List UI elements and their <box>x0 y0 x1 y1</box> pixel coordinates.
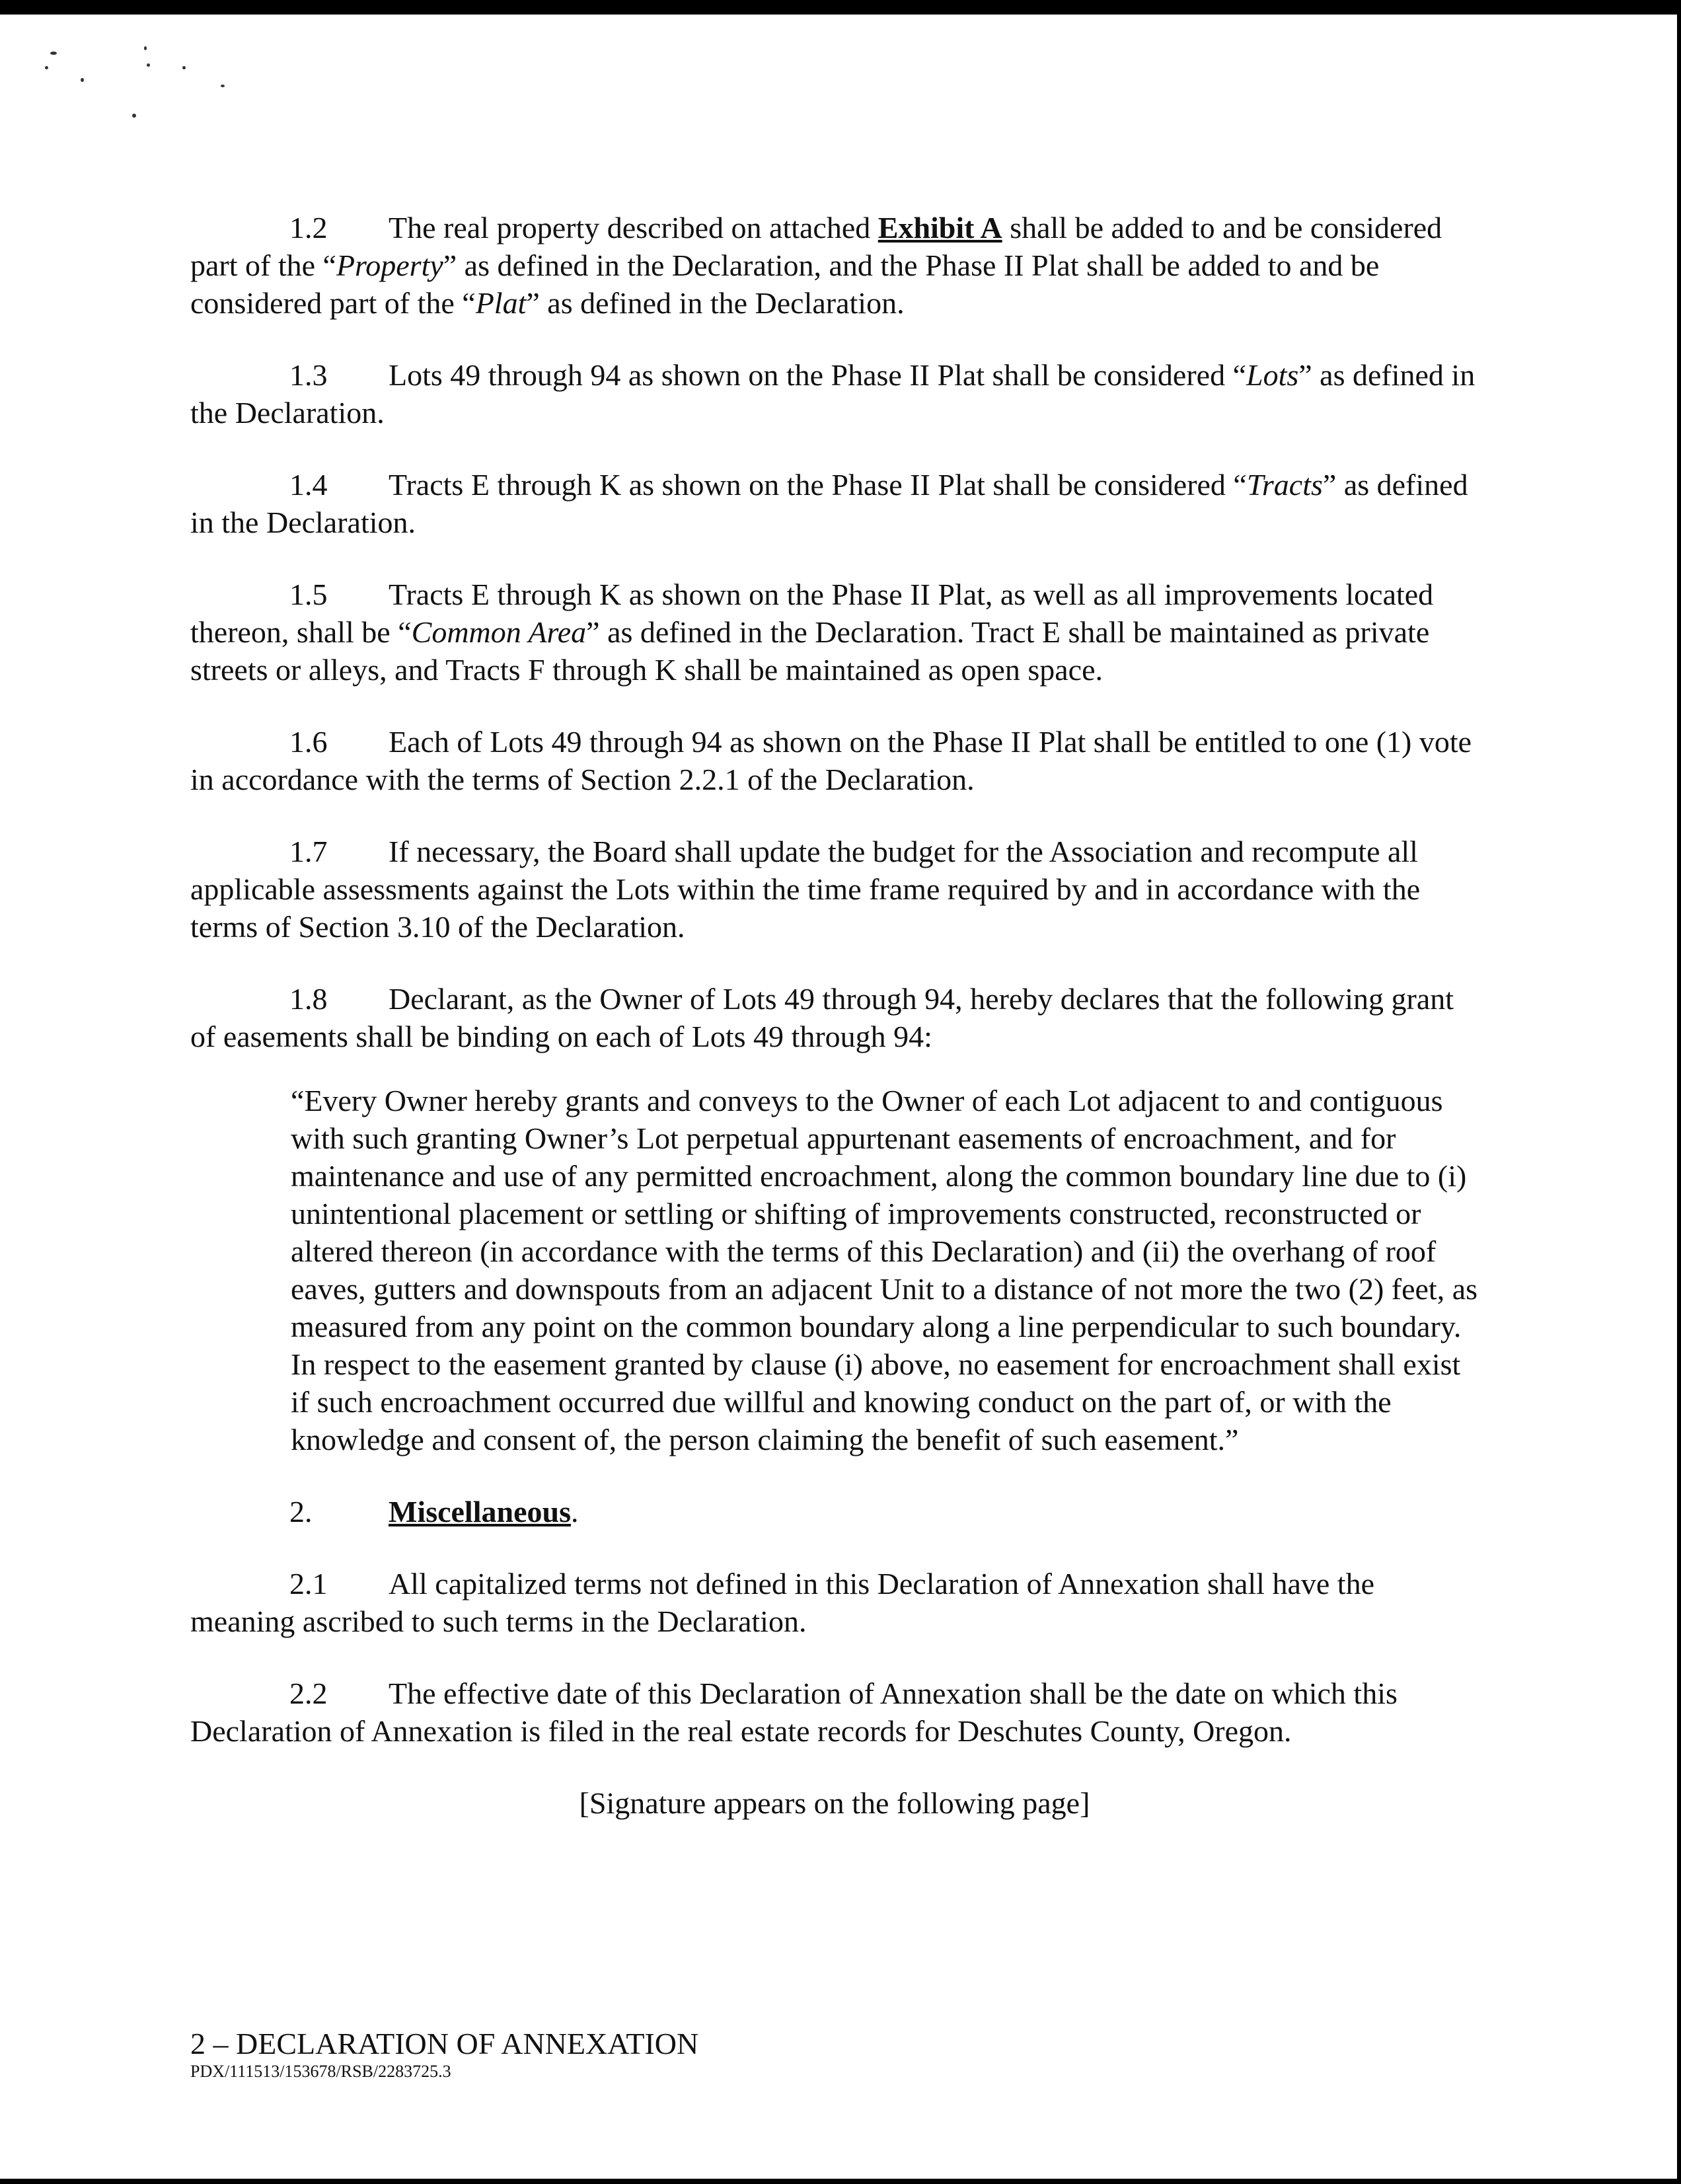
defined-term: Tracts <box>1246 468 1323 502</box>
section-number: 1.4 <box>289 468 328 502</box>
defined-term: Common Area <box>411 615 587 649</box>
easement-quote: “Every Owner hereby grants and conveys to the Owner of each Lot adjacent to and contiguous with such granting Owner’s Lot perpetual appurtenant easements of encroachment, and for maintenance and use of any permitted encroachment, along the common boundary line due to (i) unintentional placement or settling or shifting of improvements constructed, reconstructed or altered thereon (in accordance with the terms of this Declaration) and (ii) the overhang of roof eaves, gutters and downspouts from an adjacent Unit to a distance of not more the two (2) feet, as measured from any point on the common boundary along a line perpendicular to such boundary. In respect to the easement granted by clause (i) above, no easement for encroachment shall exist if such encroachment occurred due willful and knowing conduct on the part of, or with the knowledge and consent of, the person claiming the benefit of such easement.” <box>291 1084 1478 1456</box>
paragraph-1-5: 1.5 Tracts E through K as shown on the Phase II Plat, as well as all improvements located thereon, shall be “Common Area” as defined in the Declaration. Tract E shall be maintained as private streets or alleys, and Tracts F through K shall be maintained as open space. <box>190 576 1479 689</box>
scan-border-bottom <box>0 2179 1681 2184</box>
section-2-heading: 2. Miscellaneous. <box>190 1493 1479 1530</box>
paragraph-1-4: 1.4 Tracts E through K as shown on the Phase II Plat shall be considered “Tracts” as defined in the Declaration. <box>190 466 1479 541</box>
section-number: 2. <box>289 1495 313 1528</box>
document-reference: PDX/111513/153678/RSB/2283725.3 <box>190 2062 451 2081</box>
section-number: 2.1 <box>289 1567 328 1600</box>
section-number: 1.6 <box>289 725 328 759</box>
paragraph-1-8: 1.8 Declarant, as the Owner of Lots 49 through 94, hereby declares that the following grant of easements shall be binding on each of Lots 49 through 94: <box>190 980 1479 1055</box>
section-number: 1.3 <box>289 358 328 392</box>
section-number: 2.2 <box>289 1676 328 1710</box>
scan-border-top <box>0 0 1681 15</box>
paragraph-1-7: 1.7 If necessary, the Board shall update the budget for the Association and recompute all applicable assessments against the Lots within the time frame required by and in accordance with the terms of Section 3.10 of the Declaration. <box>190 833 1479 946</box>
defined-term: Property <box>336 248 443 282</box>
exhibit-reference: Exhibit A <box>878 211 1002 245</box>
paragraph-1-6: 1.6 Each of Lots 49 through 94 as shown on the Phase II Plat shall be entitled to one (1) vote in accordance with the terms of Section 2.2.1 of the Declaration. <box>190 723 1479 798</box>
section-title: Miscellaneous <box>389 1495 571 1528</box>
paragraph-2-1: 2.1 All capitalized terms not defined in this Declaration of Annexation shall have the meaning ascribed to such terms in the Declaration. <box>190 1565 1479 1640</box>
section-number: 1.8 <box>289 982 328 1016</box>
footer-title: 2 – DECLARATION OF ANNEXATION <box>190 2027 699 2060</box>
section-number: 1.7 <box>289 835 328 868</box>
page-footer <box>190 2026 698 2082</box>
paragraph-1-2: 1.2 The real property described on attached Exhibit A shall be added to and be considered part of the “Property” as defined in the Declaration, and the Phase II Plat shall be added to and be considered part of the “Plat” as defined in the Declaration. <box>190 209 1479 322</box>
document-body <box>190 209 1479 1852</box>
defined-term: Plat <box>475 286 527 320</box>
paragraph-2-2: 2.2 The effective date of this Declaration of Annexation shall be the date on which this Declaration of Annexation is filed in the real estate records for Deschutes County, Oregon. <box>190 1675 1479 1750</box>
paragraph-1-3: 1.3 Lots 49 through 94 as shown on the Phase II Plat shall be considered “Lots” as defined in the Declaration. <box>190 356 1479 432</box>
scan-border-right <box>1677 0 1681 2184</box>
defined-term: Lots <box>1246 358 1299 392</box>
section-number: 1.5 <box>289 578 328 611</box>
signature-note: [Signature appears on the following page] <box>579 1786 1090 1820</box>
section-number: 1.2 <box>289 211 328 245</box>
